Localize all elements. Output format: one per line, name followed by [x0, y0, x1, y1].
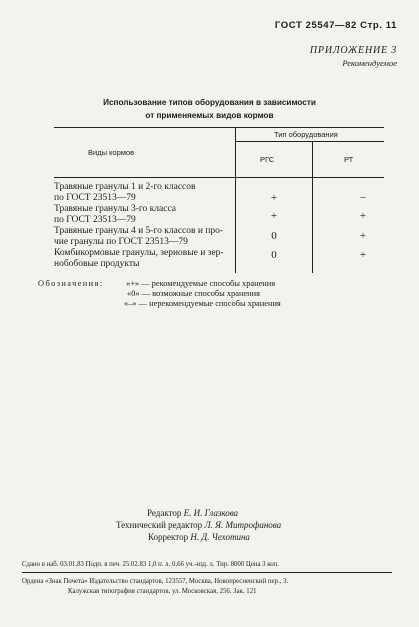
credit-name: Н. Д. Чехотина [190, 532, 250, 542]
col-header-feed-type: Виды кормов [88, 148, 135, 157]
table-title-line-2: от применяемых видов кормов [145, 111, 274, 120]
imprint-rule [22, 572, 392, 573]
table-title [0, 96, 419, 122]
table-col-divider-2 [312, 141, 313, 273]
appendix-label: ПРИЛОЖЕНИЕ 3 [309, 45, 397, 56]
credit-editor [147, 508, 238, 518]
credit-role: Корректор [148, 532, 189, 542]
row-text-line: чие гранулы по ГОСТ 23513—79 [54, 237, 188, 248]
table-top-rule [54, 127, 384, 128]
row-mark-rgs: 0 [271, 230, 277, 242]
legend-item: «–» — нерекомендуемые способы хранения [124, 299, 281, 308]
legend-item: «0» — возможные способы хранения [127, 289, 260, 298]
row-mark-rt: − [359, 192, 367, 204]
table-row [54, 226, 223, 248]
imprint-line: Калужская типография стандартов, ул. Московская, 256. Зак. 121 [68, 588, 257, 595]
row-text-line: нобобовые продукты [54, 259, 140, 270]
credit-role: Технический редактор [116, 520, 203, 530]
table-header-split-rule [235, 141, 384, 142]
row-text-line: Травяные гранулы 3-го класса [54, 204, 177, 214]
row-mark-rt: + [359, 249, 367, 261]
table-row [54, 248, 224, 270]
row-mark-rgs: 0 [271, 249, 277, 261]
row-mark-rgs: + [270, 192, 278, 204]
credit-tech-editor [116, 520, 281, 530]
legend-item: «+» — рекомендуемые способы хранения [126, 279, 276, 288]
col-header-rgs: РГС [260, 155, 275, 164]
row-mark-rt: + [359, 210, 367, 222]
row-text-line: по ГОСТ 23513—79 [54, 215, 136, 226]
row-text-line: по ГОСТ 23513—79 [54, 193, 136, 204]
row-text-line: Комбикормовые гранулы, зерновые и зер- [54, 248, 224, 258]
imprint-line: Сдано в наб. 03.01.83 Подп. в печ. 25.02.83 1,0 п. л. 0,66 уч.-изд. л. Тир. 8000 Цена 3 коп. [22, 561, 279, 568]
table-header-bottom-rule [54, 177, 384, 178]
appendix-status: Рекомендуемое [342, 58, 397, 68]
row-text-line: Травяные гранулы 1 и 2-го классов [54, 182, 196, 192]
table-row [54, 182, 196, 204]
credit-corrector [148, 532, 250, 542]
row-mark-rt: + [359, 230, 367, 242]
legend-label: Обозначения: [38, 279, 104, 288]
imprint-line: Ордена «Знак Почета» Издательство стандартов, 123557, Москва, Новопресненский пер., 3. [22, 578, 289, 585]
table-row [54, 204, 176, 226]
col-header-equipment: Тип оборудования [274, 130, 338, 139]
table-col-divider-1 [235, 127, 236, 273]
row-mark-rgs: + [270, 210, 278, 222]
credit-role: Редактор [147, 508, 182, 518]
row-text-line: Травяные гранулы 4 и 5-го классов и про- [54, 226, 224, 236]
table-title-line-1: Использование типов оборудования в зависимости [103, 98, 316, 107]
col-header-rt: РТ [344, 155, 354, 164]
page-header: ГОСТ 25547—82 Стр. 11 [274, 20, 397, 31]
credit-name: Л. Я. Митрофанова [204, 520, 282, 530]
credit-name: Е. И. Глазкова [183, 508, 239, 518]
